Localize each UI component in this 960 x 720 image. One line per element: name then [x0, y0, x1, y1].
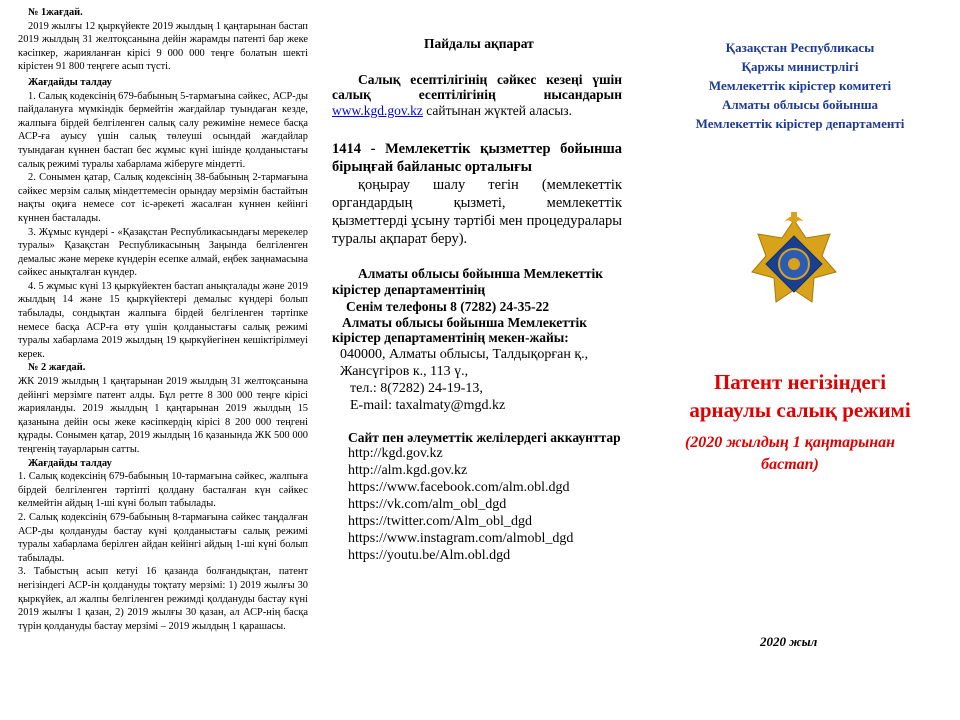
- analysis2-item: 2. Салық кодексінің 679-бабының 8-тармағына сәйкес таңдалған АСР-ды қолдануды бастау күні қолданыстағы салық режимі туралы хабарлама берілген айдан кейінгі айдың 1-ші күні болып табылады.: [18, 511, 308, 564]
- analysis1-item: 2. Сонымен қатар, Салық кодексінің 38-бабының 2-тармағына сәйкес мерзім салық міндеттемесін орындау мерзімін бастайтын нақты оқиға немесе сот іс-әрекеті жасалған күннен кейінгі күннен басталады.: [18, 172, 308, 224]
- analysis1-item: 4. 5 жұмыс күні 13 қыркүйектен бастап анықталады және 2019 жылдың 14 және 15 қыркүйектері демалыс күндері болып табылады, сондықтан жалпыға бірдей белгіленген тәртіпке немесе басқа АСР-ға өту үшін қолданыстағы салық режимі туралы хабарлама 2019 жылдың 19 қыркүйегінен кешіктірілмеуі керек.: [18, 280, 308, 360]
- social-link[interactable]: http://kgd.gov.kz: [348, 446, 443, 461]
- ministry-line: Мемлекеттік кірістер комитеті: [708, 78, 892, 93]
- ministry-line: Қазақстан Республикасы: [725, 40, 875, 55]
- analysis2-item: 1. Салық кодексінің 679-бабының 10-тармағына сәйкес, жалпыға бірдей белгіленген тәртіпті қолдану басталған күн сәйкес келмейтін айдың 1-ші күні болып табылады.: [18, 471, 308, 510]
- ministry-line: Қаржы министрлігі: [741, 59, 859, 74]
- social-link[interactable]: https://twitter.com/Alm_obl_dgd: [348, 514, 532, 529]
- case2-text: ЖК 2019 жылдың 1 қаңтарынан 2019 жылдың 31 желтоқсанына дейінгі мерзімге патент алды. Бұл ретте 8 300 000 теңге кірісі жарияланды. 2019 жылдың 1 қаңтарынан 2019 жылдың 15 қазанына дейін осы жеке кәсіпкердің кірісі 8 200 000 теңгені құрады. Сонымен қатар, 2019 жылдың 16 қазанында ЖК 500 000 теңгенің тауарларын сатты.: [18, 376, 308, 455]
- subtitle-line: (2020 жылдың 1 қаңтарынан: [684, 434, 896, 451]
- social-link[interactable]: https://www.instagram.com/almobl_dgd: [348, 531, 574, 546]
- forms-rest-text: сайтынан жүктей аласыз.: [422, 102, 572, 118]
- social-link[interactable]: http://alm.kgd.gov.kz: [348, 463, 468, 478]
- emblem-icon: [744, 208, 844, 318]
- useful-info-heading: Пайдалы ақпарат: [424, 36, 534, 51]
- social-link[interactable]: https://vk.com/alm_obl_dgd: [348, 497, 507, 512]
- address-title: Алматы облысы бойынша Мемлекеттік кірістер департаментінің мекен-жайы:: [332, 314, 588, 345]
- contact-center-title: 1414 - Мемлекеттік қызметтер бойынша бірыңғай байланыс орталығы: [332, 141, 622, 175]
- forms-bold-text: Салық есептілігінің сәйкес кезеңі үшін салық есептілігінің нысандарын: [332, 71, 622, 102]
- ministry-block: [640, 38, 960, 133]
- year-label: 2020 жыл: [760, 634, 818, 649]
- left-panel: [0, 0, 318, 720]
- ministry-line: Алматы облысы бойынша: [721, 97, 879, 112]
- social-link[interactable]: https://www.facebook.com/alm.obl.dgd: [348, 480, 570, 495]
- forms-paragraph: [332, 72, 622, 119]
- subtitle-line: бастап): [761, 456, 819, 473]
- analysis1-heading: Жағдайды талдау: [28, 76, 112, 88]
- kgd-link[interactable]: www.kgd.gov.kz: [332, 102, 423, 118]
- case1-heading: № 1жағдай.: [28, 7, 83, 18]
- title-line: арнаулы салық режимі: [689, 398, 911, 422]
- social-links: [348, 445, 622, 564]
- case2-heading: № 2 жағдай.: [28, 362, 86, 374]
- social-title: Сайт пен әлеуметтік желілердегі аккаунттар: [348, 429, 621, 445]
- case1-text: 2019 жылғы 12 қыркүйекте 2019 жылдың 1 қаңтарынан бастап 2019 жылдың 31 желтоқсанына дейін жарамды патенті бар жеке кәсіпкер, жарияланған кірісі 9 000 000 теңге болатын шекті кірістен 91 800 теңгеге асып түсті.: [18, 20, 308, 73]
- right-panel: [640, 0, 960, 720]
- trust-phone: Сенім телефоны 8 (7282) 24-35-22: [346, 299, 550, 314]
- social-link[interactable]: https://youtu.be/Alm.obl.dgd: [348, 548, 511, 563]
- address-email: E-mail: taxalmaty@mgd.kz: [350, 397, 506, 413]
- address-text: 040000, Алматы облысы, Талдықорған қ., Жансүгіров к., 113 ү.,: [340, 346, 589, 379]
- address-phone: тел.: 8(7282) 24-19-13,: [350, 380, 483, 396]
- title-line: Патент негізіндегі: [713, 370, 887, 394]
- middle-panel: [332, 0, 622, 720]
- analysis2-item: 3. Табыстың асып кетуі 16 қазанда болғандықтан, патент негізіндегі АСР-ін қолдануды тоқтату мерзімі: 1) 2019 жылғы 30 қыркүйек, ал жалпы белгіленген режимді қолдануды бастау күні 2019 жылғы 1 қазан, 2) 2019 жылғы 30 қазан, ал АСР-нің басқа түрін қолдануды бастау мерзімі – 2019 жылдың 1 қарашасы.: [18, 566, 308, 632]
- analysis1-item: 1. Салық кодексінің 679-бабының 5-тармағына сәйкес, АСР-ды пайдалануға мүмкіндік бермейтін жағдайлар туындаған кезде, жалпыға бірдей белгіленген салық салу режиміне немесе басқа АСР-ға ауысу үшін салық төлеуші осындай жағдайлар туындаған күннен бастап бес жұмыс күні ішінде қолданыстағы салық режимі туралы хабарлама жіберуге міндетті.: [18, 90, 308, 170]
- dept-title: Алматы облысы бойынша Мемлекеттік кірістер департаментінің: [332, 266, 604, 297]
- main-title: [640, 368, 960, 424]
- analysis1-item: 3. Жұмыс күндері - «Қазақстан Республикасындағы мерекелер туралы» Қазақстан Республикасының Заңында белгіленген демалыс және мереке күндерін есепке алмай, еңбек заңнамасына сәйкес анықталған күндер.: [18, 226, 308, 279]
- contact-center-text: қоңырау шалу тегін (мемлекеттік органдардың қызметі, мемлекеттік қызметтерді ұсыну тәртібі мен процедуралары туралы ақпарат беру).: [332, 177, 622, 247]
- subtitle: [640, 432, 940, 476]
- ministry-line: Мемлекеттік кірістер департаменті: [695, 116, 905, 131]
- analysis2-heading: Жағдайды талдау: [28, 457, 112, 469]
